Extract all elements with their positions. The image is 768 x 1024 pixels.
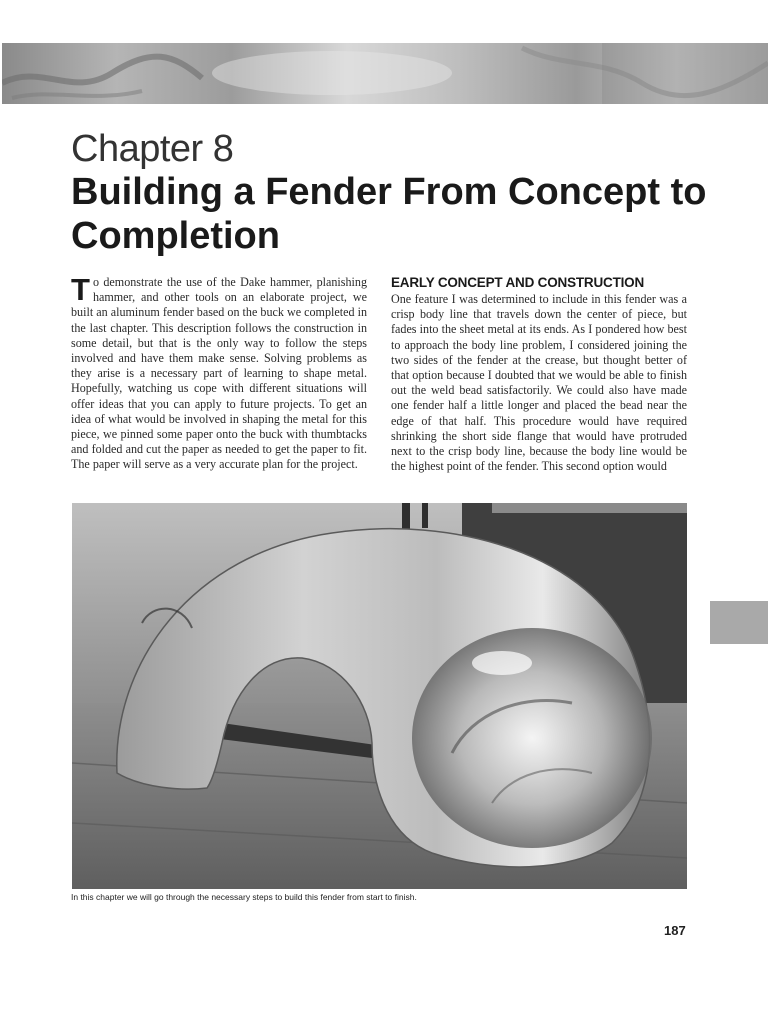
section-heading: EARLY CONCEPT AND CONSTRUCTION bbox=[391, 275, 645, 290]
figure-caption: In this chapter we will go through the necessary steps to build this fender from start to finish. bbox=[71, 892, 417, 902]
page-number: 187 bbox=[664, 923, 686, 938]
chapter-title: Building a Fender From Concept to Completion bbox=[71, 171, 707, 257]
section-paragraph: One feature I was determined to include in this fender was a crisp body line that travels down the center of piece, but fades into the sheet metal at its ends. As I pondered how best to approach the body line problem, I considered joining the two sides of the fender at the crease, but thought better of that option because I doubted that we would be able to finish out the weld bead satisfactorily. We could also have made one fender half a little longer and placed the bead near the edge of that half. This procedure would have required shrinking the short side flange that would have protruded next to the crisp body line, because the body line would be the highest point of the fender. This second option would bbox=[391, 292, 687, 474]
intro-column bbox=[71, 272, 367, 473]
intro-paragraph bbox=[71, 272, 367, 473]
section-column bbox=[391, 275, 687, 474]
header-banner-image bbox=[2, 43, 768, 104]
fender-illustration bbox=[72, 503, 687, 889]
fender-photo bbox=[72, 503, 687, 889]
chapter-label: Chapter 8 bbox=[71, 128, 234, 170]
chapter-side-tab bbox=[710, 601, 768, 644]
banner-texture bbox=[2, 43, 768, 104]
drop-cap: T bbox=[71, 272, 90, 307]
intro-text: o demonstrate the use of the Dake hammer, planishing hammer, and other tools on an elaborate project, we built an aluminum fender based on the buck we completed in the last chapter. This description follows the construction in some detail, but that is the only way to follow the steps involved and have them make sense. Solving problems as they arise is a necessary part of learning to shape metal. Hopefully, watching us cope with different situations will offer ideas that you can apply to future projects. To get an idea of what would be involved in shaping the metal for this piece, we pinned some paper onto the buck with thumbtacks and folded and cut the paper as needed to get the paper to fit. The paper will serve as a very accurate plan for the project. bbox=[71, 275, 367, 472]
